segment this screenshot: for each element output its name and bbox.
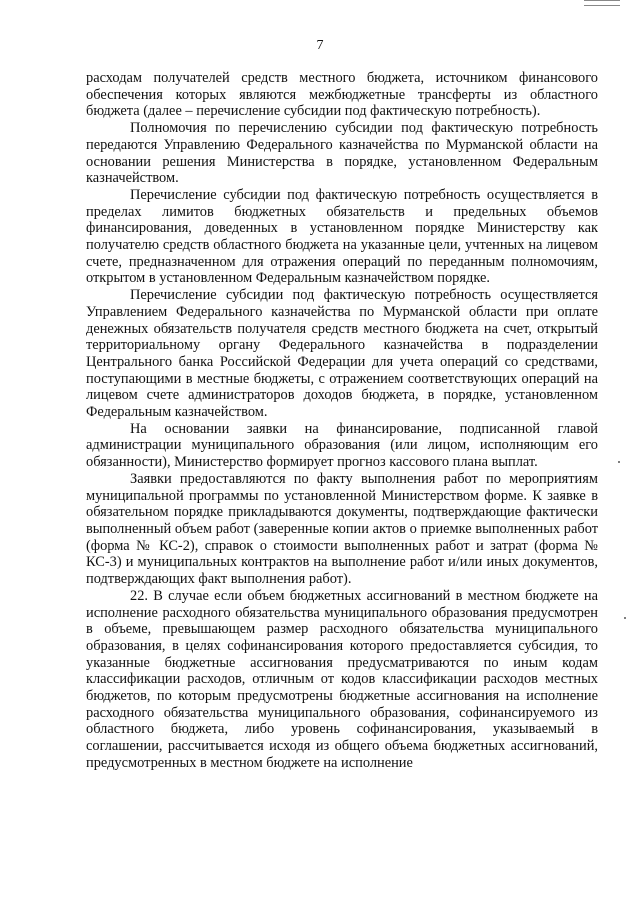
paragraph-6: Заявки предоставляются по факту выполнения работ по мероприятиям муниципальной программы по установленной Министерством форме. К заявке в обязательном порядке прикладываются документы, подтверждающие фактически выполненный объем работ (заверенные копии актов о приемке выполненных работ (форма № КС-2), справок о стоимости выполненных работ и затрат (форма № КС-3) и муниципальных контрактов на выполнение работ и/или иных документов, подтверждающих факт выполнения работ). (86, 470, 598, 588)
paragraph-5: На основании заявки на финансирование, подписанной главой администрации муниципального образования (или лицом, исполняющим его обязанности), Министерство формирует прогноз кассового плана выплат. (86, 420, 598, 471)
paragraph-4: Перечисление субсидии под фактическую потребность осуществляется Управлением Федерального казначейства по Мурманской области при оплате денежных обязательств получателя средств местного бюджета на счет, открытый территориальному органу Федерального казначейства в подразделении Центрального банка Российской Федерации для учета операций со средствами, поступающими в местные бюджеты, с отражением соответствующих операций на лицевом счете администраторов доходов бюджета, в порядке, установленном Федеральным казначейством. (86, 287, 598, 421)
scan-speck (618, 461, 620, 463)
document-body (86, 70, 598, 772)
paragraph-2: Полномочия по перечислению субсидии под фактическую потребность передаются Управлению Федерального казначейства по Мурманской области на основании решения Министерства в порядке, установленном Федеральным казначейством. (86, 120, 598, 187)
scan-speck (624, 617, 626, 619)
scan-corner-mark (584, 0, 620, 6)
paragraph-3: Перечисление субсидии под фактическую потребность осуществляется в пределах лимитов бюджетных обязательств и предельных объемов финансирования, доведенных в установленном порядке Министерству как получателю средств областного бюджета на указанные цели, учтенных на лицевом счете, предназначенном для отражения операций по переданным полномочиям, открытом в установленном Федеральным казначейством порядке. (86, 186, 598, 287)
paragraph-1: расходам получателей средств местного бюджета, источником финансового обеспечения которых являются межбюджетные трансферты из областного бюджета (далее – перечисление субсидии под фактическую потребность). (86, 70, 598, 120)
paragraph-7: 22. В случае если объем бюджетных ассигнований в местном бюджете на исполнение расходного обязательства муниципального образования предусмотрен в объеме, превышающем размер расходного обязательства муниципального образования, в целях софинансирования которого предоставляется субсидия, то указанные бюджетные ассигнования предусматриваются по иным кодам классификации расходов, отличным от кодов классификации расходов местных бюджетов, по которым предусмотрены бюджетные ассигнования на исполнение расходного обязательства муниципального образования, софинансируемого из областного бюджета, либо уровень софинансирования, указываемый в соглашении, рассчитывается исходя из общего объема бюджетных ассигнований, предусмотренных в местном бюджете на исполнение (86, 587, 598, 771)
page-number: 7 (316, 38, 324, 53)
